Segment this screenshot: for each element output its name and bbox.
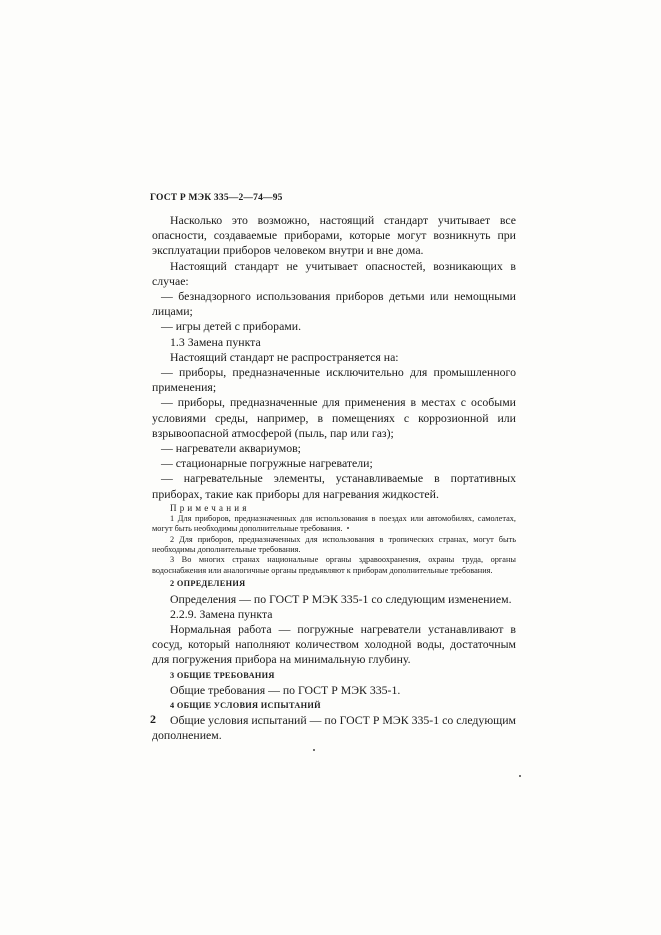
notes-title: Примечания — [170, 502, 250, 513]
list-item: — приборы, предназначенные для применения в местах с особыми условиями среды, например, в помещениях с коррозионной или взрывоопасной атмосферой (пыль, пар или газ); — [152, 395, 516, 440]
list-item: — приборы, предназначенные исключительно для промышленного применения; — [152, 365, 516, 395]
list-item: — нагревательные элементы, устанавливаемые в портативных приборах, такие как приборы для нагревания жидкостей. — [152, 471, 516, 501]
list-item: — безнадзорного использования приборов детьми или немощными лицами; — [152, 289, 516, 319]
paragraph: Настоящий стандарт не учитывает опасностей, возникающих в случае: — [152, 258, 516, 288]
note: 1 Для приборов, предназначенных для использования в поездах или автомобилях, самолетах, могут быть необходимы дополнительные требования. — [152, 513, 516, 534]
list-item: — стационарные погружные нагреватели; — [161, 456, 373, 471]
scan-speck — [347, 527, 349, 529]
note: 2 Для приборов, предназначенных для использования в тропических странах, могут быть необходимы дополнительные требования. — [152, 534, 516, 555]
paragraph: Общие условия испытаний — по ГОСТ Р МЭК 335-1 со следующим дополнением. — [152, 713, 516, 743]
note: 3 Во многих странах национальные органы здравоохранения, охраны труда, органы водоснабжения или аналогичные органы предъявляют к приборам дополнительные требования. — [152, 555, 516, 575]
list-item: — игры детей с приборами. — [161, 319, 302, 334]
clause-heading: 2.2.9. Замена пункта — [170, 606, 273, 621]
section-title: 3 ОБЩИЕ ТРЕБОВАНИЯ — [170, 670, 275, 680]
section-title: 4 ОБЩИЕ УСЛОВИЯ ИСПЫТАНИЙ — [170, 700, 321, 710]
paragraph: Общие требования — по ГОСТ Р МЭК 335-1. — [170, 682, 401, 697]
page-number: 2 — [150, 712, 156, 726]
paragraph: Нормальная работа — погружные нагреватели устанавливают в сосуд, который наполняют количеством холодной воды, достаточным для погружения прибора на минимальную глубину. — [152, 621, 516, 667]
paragraph: Определения — по ГОСТ Р МЭК 335-1 со следующим изменением. — [170, 591, 512, 606]
paragraph: Настоящий стандарт не распространяется на: — [170, 349, 399, 364]
section-title: 2 ОПРЕДЕЛЕНИЯ — [170, 579, 246, 589]
scan-speck — [313, 749, 315, 751]
scan-speck — [519, 775, 521, 777]
paragraph: Насколько это возможно, настоящий стандарт учитывает все опасности, создаваемые приборами, которые могут возникнуть при эксплуатации приборов человеком внутри и вне дома. — [152, 213, 516, 258]
document-body — [152, 213, 516, 744]
list-item: — нагреватели аквариумов; — [161, 441, 301, 456]
clause-heading: 1.3 Замена пункта — [170, 334, 261, 349]
document-header: ГОСТ Р МЭК 335—2—74—95 — [150, 193, 283, 203]
